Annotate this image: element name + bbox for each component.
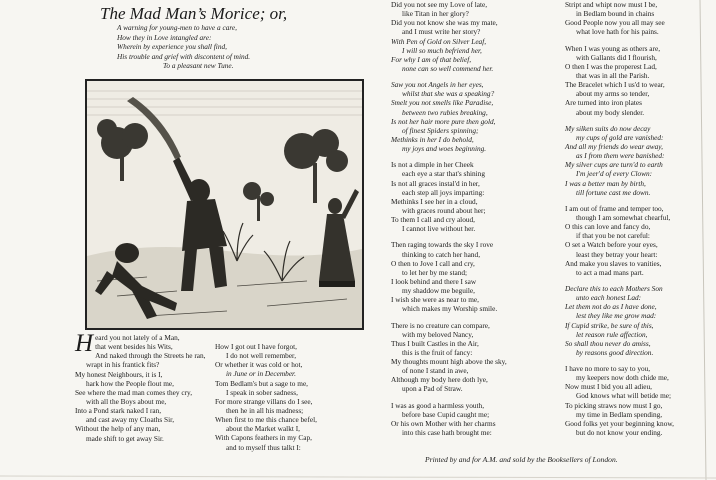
verse-line: my time in Bedlam spending, xyxy=(576,409,663,419)
verse-line: I cannot live without her. xyxy=(402,224,476,234)
verse-line: Methinks in her I do behold, xyxy=(391,134,474,144)
verse-line: Then raging towards the sky I rove xyxy=(391,240,494,250)
verse-line: least they betray your heart: xyxy=(576,249,658,259)
verse-line: Let them not do as I have done, xyxy=(565,302,657,312)
verse-line: I'm jeer'd of every Clown: xyxy=(576,169,653,179)
verse-line: to act a mad mans part. xyxy=(576,267,644,277)
verse-line: Or whether it was cold or hot, xyxy=(215,360,303,370)
verse-line: upon a Pad of Straw. xyxy=(402,384,463,394)
verse-line: Good folks yet your beginning know, xyxy=(565,418,674,428)
verse-line: I was a better man by birth, xyxy=(565,178,646,188)
verse-line: My honest Neighbours, it is I, xyxy=(75,369,163,379)
verse-line: wrapt in his frantick fits? xyxy=(86,360,160,370)
verse-line: of finest Spiders spinning; xyxy=(402,125,479,135)
verse-line: Although my body here doth lye, xyxy=(391,375,488,385)
verse-line: thinking to catch her hand, xyxy=(402,249,481,259)
verse-line: before base Cupid caught me; xyxy=(402,409,490,419)
verse-line: My silken suits do now decay xyxy=(565,123,651,133)
verse-line: about my body slender. xyxy=(576,107,645,117)
verse-line: and cast away my Cloaths Sir, xyxy=(86,415,175,425)
verse-line: So shall thou never do amiss, xyxy=(565,338,651,348)
ballad-subtitle xyxy=(117,23,387,71)
verse-line: Thus I built Castles in the Air, xyxy=(391,338,479,348)
ballad-title: The Mad Man’s Morice; or, xyxy=(100,4,288,23)
verse-line: but do not know your ending. xyxy=(576,428,663,438)
verse-line: with graces round about her; xyxy=(402,205,486,215)
stanza-gap xyxy=(391,73,541,80)
verse-line: unto each honest Lad: xyxy=(576,293,642,303)
verse-line: with my beloved Nancy, xyxy=(402,329,474,339)
verse-line: With Pen of Gold on Silver Leaf, xyxy=(391,36,487,46)
subtitle-line: Wherein by experience you shall find, xyxy=(117,42,227,52)
stanza-gap xyxy=(565,197,715,204)
verse-line: though I am somewhat chearful, xyxy=(576,212,671,222)
stanza-gap xyxy=(391,153,541,160)
verse-line: my joys and woes beginning. xyxy=(402,144,487,154)
verse-line: And naked through the Streets he ran, xyxy=(95,351,206,361)
verse-line: and to myself thus talkt I: xyxy=(226,442,301,452)
verse-line: this is the fruit of fancy: xyxy=(402,347,473,357)
verse-line: I speak in sober sadness, xyxy=(226,387,298,397)
verse-line: I wish she were as near to me, xyxy=(391,295,479,305)
verse-line: in June or in December. xyxy=(226,369,296,379)
verse-line: Saw you not Angels in her eyes, xyxy=(391,80,484,90)
verse-line: Are turned into iron plates xyxy=(565,98,643,108)
verse-line: my shaddow me beguile, xyxy=(402,286,475,296)
verse-column-1 xyxy=(75,330,215,443)
verse-line: With Capons feathers in my Cap, xyxy=(215,433,312,443)
verse-line: eard you not lately of a Man, xyxy=(95,333,180,342)
verse-line: and I must write her story? xyxy=(402,27,481,37)
verse-line: I do not well remember, xyxy=(226,351,297,361)
verse-line: For more strange villans do I see, xyxy=(215,396,313,406)
stanza-gap xyxy=(565,37,715,44)
stanza-gap xyxy=(391,233,541,240)
verse-line: I will so much befriend her, xyxy=(402,45,482,55)
verse-line: Good People now you all may see xyxy=(565,18,665,28)
verse-line: about my arms so tender, xyxy=(576,89,650,99)
stanza-gap xyxy=(565,117,715,124)
verse-line: The Bracelet which I us'd to wear, xyxy=(565,80,665,90)
verse-line: Smelt you not smells like Paradise, xyxy=(391,98,494,108)
subtitle-line: His trouble and grief with discontent of mind. xyxy=(117,51,251,61)
verse-line: O then I was the properest Lad, xyxy=(565,61,657,71)
verse-line: Into a Pond stark naked I ran, xyxy=(75,406,162,416)
verse-line: made shift to get away Sir. xyxy=(86,433,164,443)
verse-line: If Cupid strike, be sure of this, xyxy=(565,320,654,330)
verse-line: There is no creature can compare, xyxy=(391,320,490,330)
verse-line: like Titan in her glory? xyxy=(402,9,469,19)
verse-line: between two rubies breaking, xyxy=(402,107,488,117)
verse-line: Is not all graces instal'd in her, xyxy=(391,178,480,188)
verse-line: When I was young as others are, xyxy=(565,43,661,53)
verse-line: God knows what will betide me; xyxy=(576,391,672,401)
verse-line: about the Market walkt I, xyxy=(226,424,300,434)
verse-line: Or his own Mother with her charms xyxy=(391,418,496,428)
verse-line: to let her by me stand; xyxy=(402,267,468,277)
verse-line: Is not her hair more pure then gold, xyxy=(391,116,496,126)
verse-line: O this can love and fancy do, xyxy=(565,222,651,232)
verse-line: each step all joys imparting: xyxy=(402,187,485,197)
verse-line: by reasons good direction. xyxy=(576,347,654,357)
verse-line: And all my friends do wear away, xyxy=(565,141,663,151)
verse-line: To picking straws now must I go, xyxy=(565,400,663,410)
verse-line: that went besides his Wits, xyxy=(95,342,173,352)
verse-line: My thoughts mount high above the sky, xyxy=(391,357,507,367)
verse-line: if that you be not careful: xyxy=(576,231,650,241)
imprint: Printed by and for A.M. and sold by the Booksellers of London. xyxy=(425,455,618,464)
verse-line: what love hath for his pains. xyxy=(576,27,659,37)
verse-line: O then to Jove I call and cry, xyxy=(391,258,475,268)
woodcut-illustration xyxy=(85,79,364,330)
stanza-gap xyxy=(391,394,541,401)
verse-line: Without the help of any man, xyxy=(75,424,161,434)
verse-line: Declare this to each Mothers Son xyxy=(565,283,663,293)
verse-line: O set a Watch before your eyes, xyxy=(565,240,658,250)
verse-line: my cups of gold are vanished: xyxy=(576,132,664,142)
verse-line: lest they like me grow mad: xyxy=(576,311,657,321)
verse-line: as I from them were banished: xyxy=(576,151,665,161)
verse-line: which makes my Worship smile. xyxy=(402,304,498,314)
verse-line: none can so well commend her. xyxy=(402,63,494,73)
verse-line: I look behind and there I saw xyxy=(391,276,477,286)
verse-line: till fortune cast me down. xyxy=(576,187,651,197)
verse-line: then he in all his madness; xyxy=(226,405,304,415)
verse-line: with Gallants did I flourish, xyxy=(576,52,657,62)
verse-line: of none I stand in awe, xyxy=(402,366,469,376)
verse-line: I have no more to say to you, xyxy=(565,364,651,374)
verse-line: Stript and whipt now must I be, xyxy=(565,0,658,9)
verse-line: I am out of frame and temper too, xyxy=(565,203,664,213)
verse-line: I was as good a harmless youth, xyxy=(391,400,485,410)
verse-line: Did you not know she was my mate, xyxy=(391,18,498,28)
tune-note: To a pleasant new Tune. xyxy=(163,61,234,71)
stanza-gap xyxy=(391,314,541,321)
verse-line: To them I call and cry aloud, xyxy=(391,215,475,225)
verse-line: See where the mad man comes they cry, xyxy=(75,387,193,397)
verse-line: that was in all the Parish. xyxy=(576,70,650,80)
stanza-gap xyxy=(565,277,715,284)
verse-line: Methinks I see her in a cloud, xyxy=(391,196,478,206)
verse-line: hark how the People flout me, xyxy=(86,378,174,388)
verse-column-3 xyxy=(391,0,541,437)
verse-line: into this case hath brought me: xyxy=(402,428,492,438)
verse-line: My silver cups are turn'd to earth xyxy=(565,160,663,170)
subtitle-line: A warning for young-men to have a care, xyxy=(117,23,237,32)
verse-line: each eye a star that's shining xyxy=(402,169,485,179)
verse-line: let reason rule affection, xyxy=(576,329,648,339)
verse-line: whilst that she was a speaking? xyxy=(402,89,495,99)
verse-line: How I got out I have forgot, xyxy=(215,342,297,351)
verse-line: with all the Boys about me, xyxy=(86,396,167,406)
verse-line: When first to me this chance befel, xyxy=(215,415,317,425)
verse-column-2 xyxy=(215,342,355,452)
verse-line: For why I am of that belief, xyxy=(391,54,472,64)
stanza-gap xyxy=(565,357,715,364)
verse-line: in Bedlam bound in chains xyxy=(576,9,655,19)
verse-line: And make you slaves to vanities, xyxy=(565,258,662,268)
verse-line: Now must I bid you all adieu, xyxy=(565,382,652,392)
verse-column-4 xyxy=(565,0,715,437)
verse-line: Did you not see my Love of late, xyxy=(391,0,488,9)
woodcut-scene xyxy=(87,81,362,328)
subtitle-line: How they in Love intangled are: xyxy=(117,32,212,42)
verse-line: Is not a dimple in her Cheek xyxy=(391,160,474,170)
verse-line: my keepers now doth chide me, xyxy=(576,373,669,383)
drop-cap: H xyxy=(75,330,94,357)
verse-line: Tom Bedlam's but a sage to me, xyxy=(215,378,309,388)
